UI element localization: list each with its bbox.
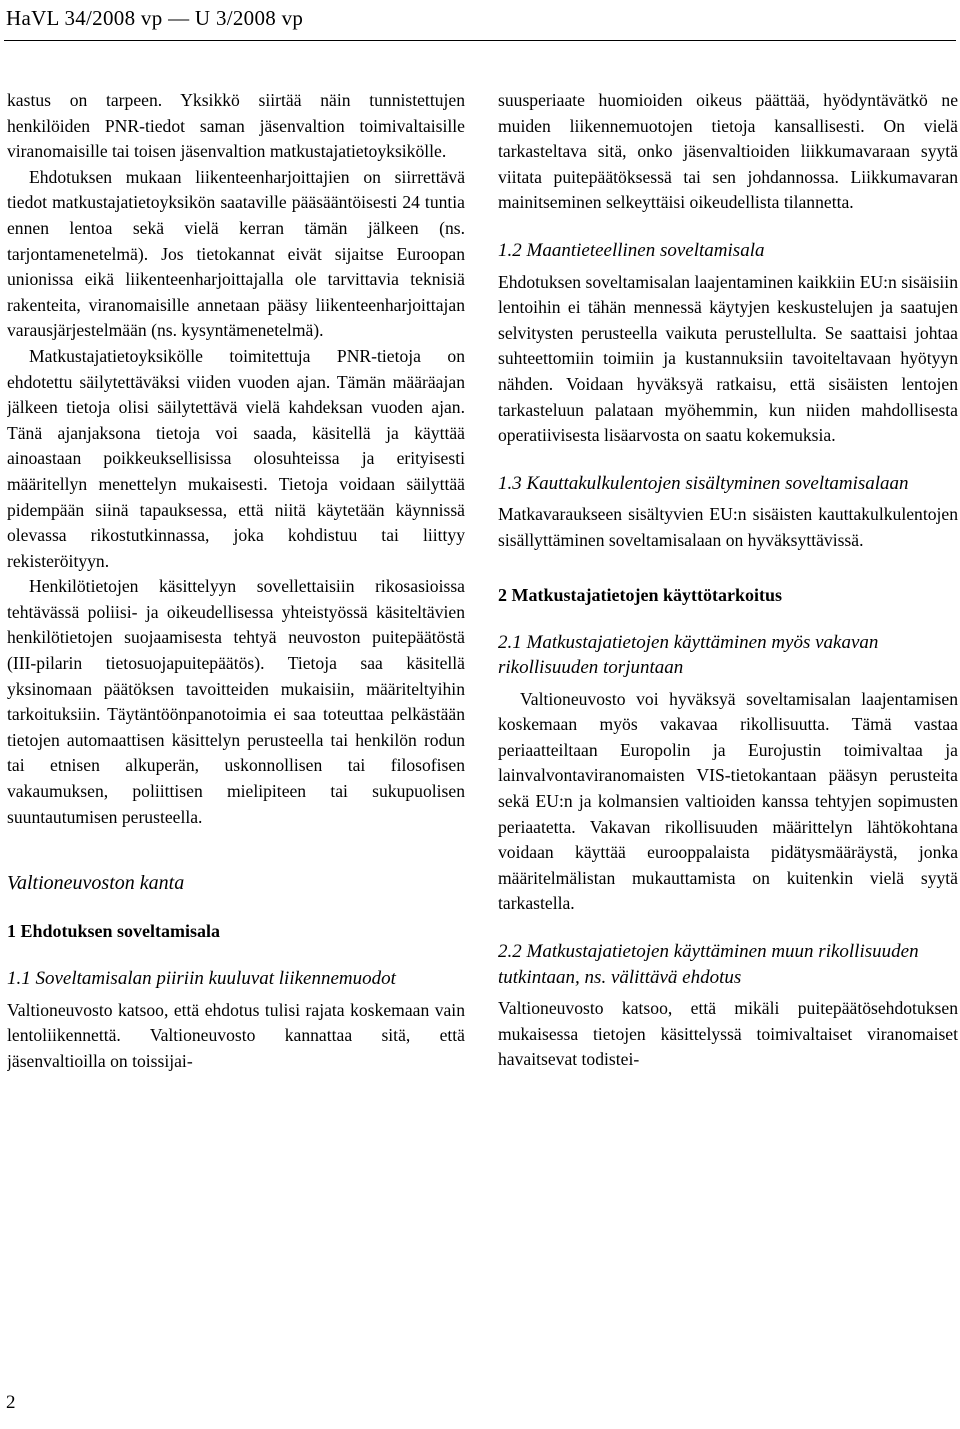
spacer	[498, 449, 958, 471]
spacer	[498, 216, 958, 238]
paragraph: suusperiaate huomioiden oikeus päättää, hyödyntävätkö ne muiden liikennemuotojen tietoja kansallisesti. On vielä tarkasteltava sitä, onko jäsenvaltioiden liikkumavaraan syytä viitata puitepäätöksessä tai sen johdannossa. Liikkumavaran mainitseminen selkeyttäisi oikeudellista tilannetta.	[498, 90, 958, 213]
spacer	[7, 896, 465, 918]
section-heading: 2 Matkustajatietojen käyttötarkoitus	[498, 584, 782, 605]
spacer	[498, 554, 958, 582]
paragraph: Ehdotuksen mukaan liikenteenharjoittajien on siirrettävä tiedot matkustajatietoyksikön saataville pääsääntöisesti 24 tuntia ennen lentoa sekä vielä kerran tämän jälkeen (ns. tarjontamenetelmä). Jos tietokannat eivät sijaitse Euroopan unionissa eikä liikenteenharjoittajalla ole tarvittavia teknisiä rakenteita, viranomaisille annetaan pääsy liikenteenharjoittajan varausjärjestelmään (ns. kysyntämenetelmä).	[7, 166, 465, 341]
spacer	[498, 917, 958, 939]
paragraph: Matkustajatietoyksikölle toimitettuja PNR-tietoja on ehdotettu säilytettäväksi viiden vuoden ajan. Tämän määräajan jälkeen tietoja olisi säilytettävä vielä kahdeksan vuoden ajan. Tänä ajanjaksona tietoja voi saada, käsitellä ja käyttää ainoastaan poikkeuksellisissa olosuhteissa ja erityisesti määritellyn menettelyn mukaisesti. Tietoja voidaan säilyttää pidempään siinä tapauksessa, että niitä käytetään käynnissä olevassa rikostutkinnassa, joka kohdistuu tai liittyy rekisteröityyn.	[7, 345, 465, 571]
spacer	[498, 608, 958, 630]
section-heading: Valtioneuvoston kanta	[7, 872, 185, 895]
spacer	[7, 944, 465, 966]
subsection-heading: 2.2 Matkustajatietojen käyttäminen muun rikollisuuden tutkintaan, ns. välittävä ehdotus	[498, 941, 919, 988]
spacer	[7, 830, 465, 870]
header-rule	[4, 40, 956, 41]
running-header-title: HaVL 34/2008 vp — U 3/2008 vp	[6, 6, 304, 30]
running-header	[4, 0, 956, 44]
subsection-heading: 1.3 Kauttakulkulentojen sisältyminen soveltamisalaan	[498, 472, 909, 494]
subsection-heading: 2.1 Matkustajatietojen käyttäminen myös vakavan rikollisuuden torjuntaan	[498, 631, 879, 679]
right-column	[498, 88, 958, 1388]
left-column	[7, 88, 465, 1388]
paragraph: Henkilötietojen käsittelyyn sovellettaisiin rikosasioissa tehtävässä poliisi- ja oikeudellisessa yhteistyössä käsiteltävien henkilötietojen suojaamisesta tehtyä neuvoston puitepäätöstä (III-pilarin tietosuojapuitepäätös). Tietoja saa käsitellä yksinomaan päätöksen tavoitteiden mukaisiin, määriteltyihin tarkoituksiin. Täytäntöönpanotoimia ei saa toteuttaa pelkästään tietojen automaattisen käsittelyn perusteella tai henkilön rodun tai etnisen alkuperän, uskonnollisen tai filosofisen vakaumuksen, poliittisen mielipiteen tai sukupuolisen suuntautumisen perusteella.	[7, 576, 465, 827]
paragraph: Matkavaraukseen sisältyvien EU:n sisäisten kauttakulkulentojen sisällyttäminen soveltamisalaan on hyväksyttävissä.	[498, 504, 958, 550]
subsection-heading: 1.2 Maantieteellinen soveltamisala	[498, 239, 765, 261]
section-heading: 1 Ehdotuksen soveltamisala	[7, 921, 221, 942]
paragraph: Valtioneuvosto katsoo, että ehdotus tulisi rajata koskemaan vain lentoliikennettä. Valtioneuvosto kannattaa sitä, että jäsenvaltioilla on toissijai-	[7, 999, 465, 1071]
subsection-heading: 1.1 Soveltamisalan piiriin kuuluvat liikennemuodot	[7, 968, 396, 990]
paragraph: kastus on tarpeen. Yksikkö siirtää näin tunnistettujen henkilöiden PNR-tiedot saman jäsenvaltion toimivaltaisille viranomaisille tai toisen jäsenvaltion matkustajatietoyksikölle.	[7, 90, 465, 162]
page-number: 2	[6, 1392, 16, 1413]
paragraph: Valtioneuvosto voi hyväksyä soveltamisalan laajentamisen koskemaan myös vakavaa rikollisuutta. Tämä vastaa periaatteiltaan Europolin ja Eurojustin toimivaltaa ja lainvalvontaviranomaisten VIS-tietokantaan pääsyn perusteita sekä EU:n ja kolmansien valtioiden kanssa tehtyjen sopimusten periaatetta. Vakavan rikollisuuden määrittelyn lähtökohtana voidaan käyttää eurooppalaista pidätysmääräystä, jonka määritelmälistan mukauttamista on kuitenkin vielä syytä tarkastella.	[498, 688, 958, 914]
paragraph: Ehdotuksen soveltamisalan laajentaminen kaikkiin EU:n sisäisiin lentoihin ei tähän mennessä käytyjen keskustelujen ja saatujen selvitysten perusteella vaikuta perustellulta. Se saattaisi johtaa suhteettomiin toimiin ja kustannuksiin tavoiteltavaan hyötyyn nähden. Voidaan hyväksyä ratkaisu, että sisäisten lentojen tarkasteluun palataan myöhemmin, kun niiden mahdollisesta operatiivisesta lisäarvosta on saatu kokemuksia.	[498, 271, 958, 446]
paragraph: Valtioneuvosto katsoo, että mikäli puitepäätösehdotuksen mukaisessa tietojen käsittelyssä toimivaltaiset viranomaiset havaitsevat todistei-	[498, 998, 958, 1070]
